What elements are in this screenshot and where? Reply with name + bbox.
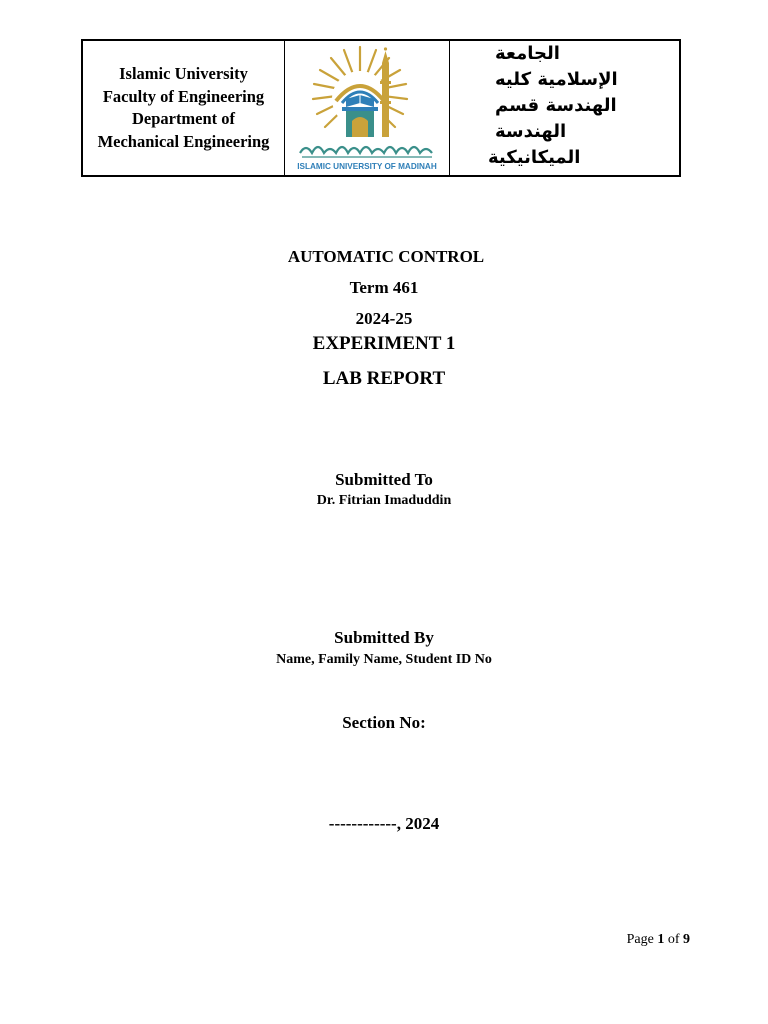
faculty-name: Faculty of Engineering bbox=[102, 86, 265, 106]
logo-caption: ISLAMIC UNIVERSITY OF MADINAH bbox=[297, 162, 437, 171]
logo-cell bbox=[285, 41, 450, 175]
page-number bbox=[627, 932, 690, 948]
submitted-to-name: Dr. Fitrian Imaduddin bbox=[316, 493, 452, 508]
academic-year: 2024-25 bbox=[355, 309, 413, 328]
islamic-university-logo-icon bbox=[292, 41, 442, 175]
english-header-cell bbox=[83, 41, 285, 175]
header-table bbox=[81, 39, 681, 177]
course-title: AUTOMATIC CONTROL bbox=[287, 247, 485, 266]
submitted-by-label: Submitted By bbox=[334, 628, 434, 647]
department-name: Mechanical Engineering bbox=[97, 131, 270, 151]
current-page: 1 bbox=[657, 932, 665, 947]
report-title: LAB REPORT bbox=[322, 368, 446, 389]
arabic-line-1: الجامعة bbox=[495, 43, 560, 64]
experiment-title: EXPERIMENT 1 bbox=[312, 333, 456, 354]
arabic-header-cell bbox=[450, 41, 679, 175]
submitted-by-name: Name, Family Name, Student ID No bbox=[276, 652, 492, 667]
department-label: Department of bbox=[131, 109, 236, 128]
term-label: Term 461 bbox=[349, 278, 419, 297]
arabic-line-5: الميكانيكية bbox=[488, 147, 581, 168]
submitted-to-label: Submitted To bbox=[335, 470, 433, 489]
of-word: of bbox=[667, 932, 680, 947]
submission-date: ------------, 2024 bbox=[328, 814, 440, 833]
page-word: Page bbox=[626, 932, 654, 947]
university-name: Islamic University bbox=[119, 64, 248, 83]
arabic-line-4: الهندسة bbox=[495, 121, 567, 142]
arabic-line-3: الهندسة قسم bbox=[495, 95, 617, 116]
total-pages: 9 bbox=[683, 932, 690, 947]
arabic-line-2: الإسلامية كليه bbox=[495, 69, 618, 90]
section-label: Section No: bbox=[342, 713, 426, 732]
